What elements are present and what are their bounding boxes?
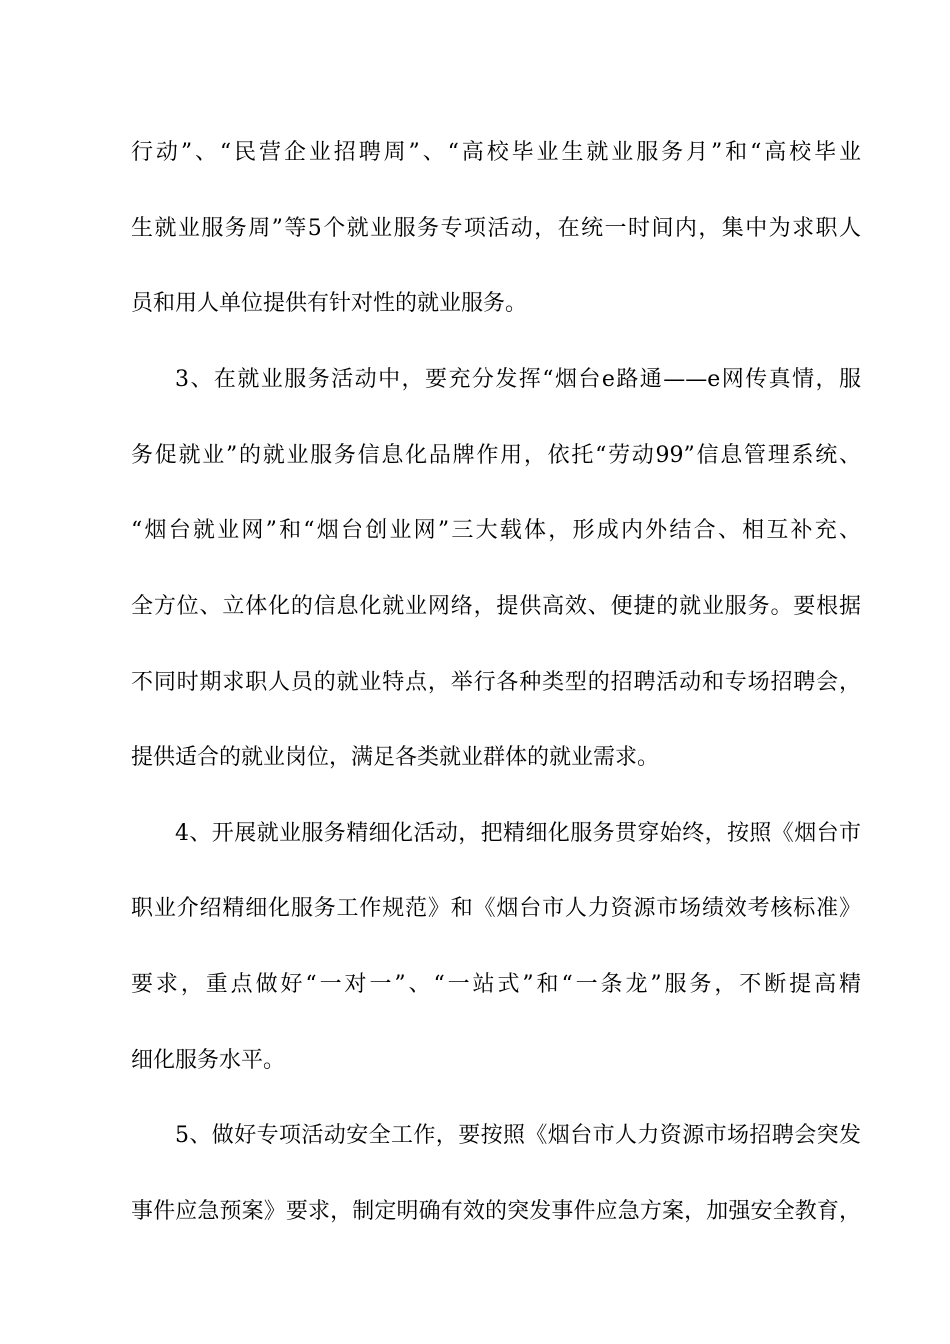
text-line-2: 生就业服务周”等5个就业服务专项活动，在统一时间内，集中为求职人	[131, 216, 861, 241]
paragraph-5-line-1: 5、做好专项活动安全工作，要按照《烟台市人力资源市场招聘会突发	[175, 1123, 861, 1148]
paragraph-4-line-1: 4、开展就业服务精细化活动，把精细化服务贯穿始终，按照《烟台市	[175, 821, 861, 846]
text-line-11: 职业介绍精细化服务工作规范》和《烟台市人力资源市场绩效考核标准》	[131, 896, 861, 921]
text-line-1: 行动”、“民营企业招聘周”、“高校毕业生就业服务月”和“高校毕业	[131, 140, 862, 165]
text-line-8: 不同时期求职人员的就业特点，举行各种类型的招聘活动和专场招聘会，	[131, 670, 861, 695]
text-line-5: 务促就业”的就业服务信息化品牌作用，依托“劳动99”信息管理系统、	[131, 443, 861, 468]
text-line-7: 全方位、立体化的信息化就业网络，提供高效、便捷的就业服务。要根据	[131, 594, 861, 619]
text-line-9: 提供适合的就业岗位，满足各类就业群体的就业需求。	[131, 745, 660, 770]
text-line-12: 要求，重点做好“一对一”、“一站式”和“一条龙”服务，不断提高精	[131, 972, 861, 997]
text-line-13: 细化服务水平。	[131, 1048, 286, 1073]
text-line-15: 事件应急预案》要求，制定明确有效的突发事件应急方案，加强安全教育，	[131, 1199, 861, 1224]
text-line-3: 员和用人单位提供有针对性的就业服务。	[131, 291, 528, 316]
paragraph-3-line-1: 3、在就业服务活动中，要充分发挥“烟台e路通——e网传真情，服	[175, 367, 861, 392]
text-line-6: “烟台就业网”和“烟台创业网”三大载体，形成内外结合、相互补充、	[131, 518, 861, 543]
